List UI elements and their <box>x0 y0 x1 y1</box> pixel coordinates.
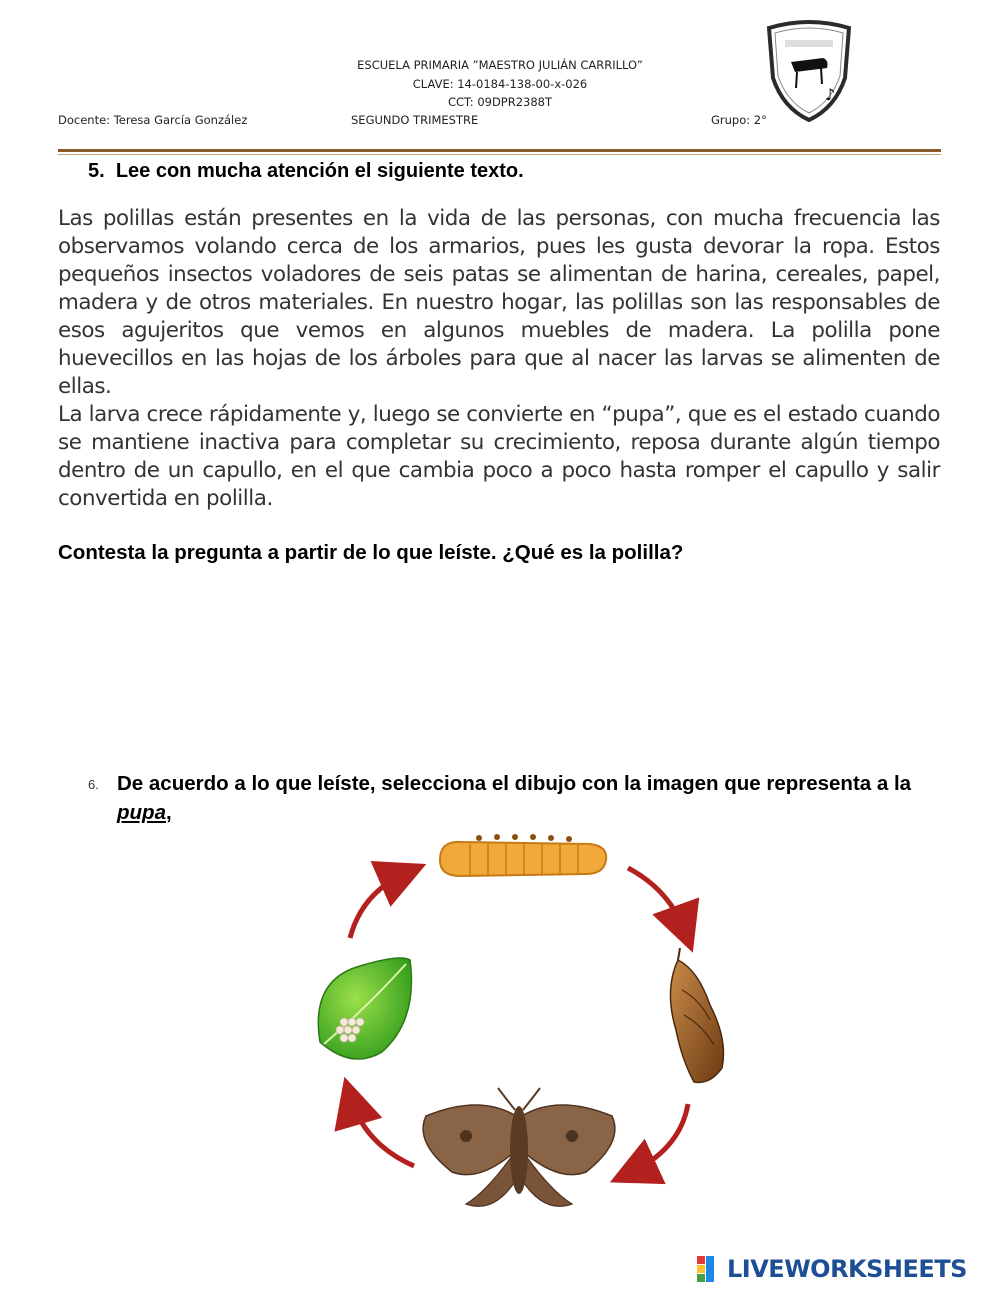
section-6-text: De acuerdo a lo que leíste, selecciona el dibujo con la imagen que representa a la <box>117 772 912 795</box>
section-6-instruction <box>117 769 917 827</box>
section-6-text-end: , <box>165 801 172 824</box>
cycle-arrow-4 <box>350 1096 414 1166</box>
moth-life-cycle-diagram <box>290 820 750 1240</box>
moth-image[interactable] <box>423 1088 615 1206</box>
cycle-arrow-3 <box>628 1104 688 1174</box>
school-cct: CCT: 09DPR2388T <box>447 95 553 109</box>
leaf-eggs-image[interactable] <box>318 958 411 1059</box>
reading-paragraph-1: Las polillas están presentes en la vida de las personas, con mucha frecuencia las observamos volando cerca de los armarios, pues les gusta devorar la ropa. Estos pequeños insectos voladores de seis patas se alimentan de harina, cereales, papel, madera y de otros materiales. En nuestro hogar, las polillas son las responsables de esos agujeritos que vemos en algunos muebles de madera. La polilla pone huevecillos en las hojas de los árboles para que al nacer las larvas se alimenten de ellas. <box>58 206 940 399</box>
term-label: SEGUNDO TRIMESTRE <box>351 113 479 127</box>
question-what-is-moth: Contesta la pregunta a partir de lo que leíste. ¿Qué es la polilla? <box>58 541 684 564</box>
liveworksheets-icon <box>697 1256 723 1282</box>
liveworksheets-wordmark: LIVEWORKSHEETS <box>727 1255 967 1283</box>
group-label: Grupo: 2° <box>711 113 767 127</box>
liveworksheets-logo <box>697 1254 967 1284</box>
cycle-arrow-1 <box>350 872 408 938</box>
reading-text <box>58 205 940 513</box>
pupa-image[interactable] <box>670 948 723 1082</box>
school-name: ESCUELA PRIMARIA ”MAESTRO JULIÁN CARRILLO” <box>357 58 643 72</box>
section-5-number: 5. <box>88 160 105 182</box>
larva-image[interactable] <box>440 834 606 876</box>
section-6-number: 6. <box>88 777 99 792</box>
cycle-arrow-2 <box>628 868 686 934</box>
svg-text:♪: ♪ <box>825 85 836 104</box>
header-divider <box>58 149 941 152</box>
section-6-pupa-word: pupa <box>117 801 166 824</box>
school-seal-logo <box>765 18 853 122</box>
section-5-title: Lee con mucha atención el siguiente texto. <box>115 160 524 182</box>
section-5-heading <box>88 160 524 183</box>
school-clave: CLAVE: 14-0184-138-00-x-026 <box>412 77 588 91</box>
header-divider-thin <box>58 154 941 155</box>
teacher-name: Docente: Teresa García González <box>58 113 248 127</box>
reading-paragraph-2: La larva crece rápidamente y, luego se convierte en “pupa”, que es el estado cuando se mantiene inactiva para completar su crecimiento, reposa durante algún tiempo dentro de un capullo, en el que cambia poco a poco hasta romper el capullo y salir convertida en polilla. <box>58 402 940 511</box>
